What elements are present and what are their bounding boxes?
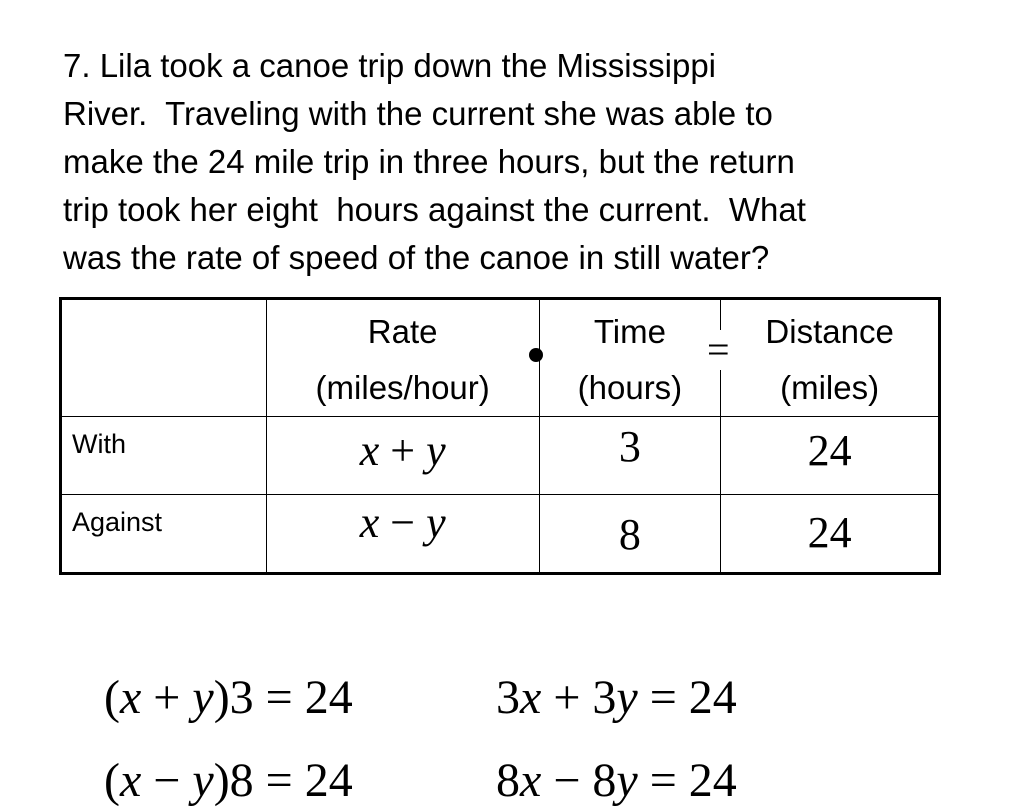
equation-left-1: (x + y)3 = 24 [104,671,353,724]
row-label-against: Against [61,495,267,574]
time-against-cell: 8 [539,495,721,574]
table-row [61,417,940,495]
multiply-dot [529,348,543,362]
problem-line: was the rate of speed of the canoe in still water? [63,239,770,276]
distance-header-title: Distance [765,313,894,350]
distance-header [721,299,940,417]
equals-sign: = [707,327,730,372]
rate-with-expression: x + y [359,426,446,475]
row-label-with: With [61,417,267,495]
problem-line: 7. Lila took a canoe trip down the Mississippi [63,47,717,84]
time-header [539,299,721,417]
table-header-row [61,299,940,417]
problem-line: River. Traveling with the current she was able to [63,95,773,132]
empty-header-cell [61,299,267,417]
problem-line: trip took her eight hours against the current. What [63,191,806,228]
equation-right-1: 3x + 3y = 24 [496,671,737,724]
time-with-cell: 3 [539,417,721,495]
equation-right-2: 8x − 8y = 24 [496,754,737,807]
distance-with-cell: 24 [721,417,940,495]
rate-header [266,299,539,417]
rate-header-title: Rate [367,313,438,350]
distance-header-unit: (miles) [780,369,880,406]
rate-time-distance-table [59,297,941,570]
time-header-title: Time [593,313,666,350]
table-row [61,495,940,574]
distance-against-cell: 24 [721,495,940,574]
rate-header-unit: (miles/hour) [315,369,490,406]
problem-text [63,42,983,282]
time-header-unit: (hours) [577,369,683,406]
rate-with-cell [266,417,539,495]
equation-left-2: (x − y)8 = 24 [104,754,353,807]
rate-against-cell [266,495,539,574]
rate-against-expression: x − y [359,498,446,547]
problem-line: make the 24 mile trip in three hours, but the return [63,143,795,180]
